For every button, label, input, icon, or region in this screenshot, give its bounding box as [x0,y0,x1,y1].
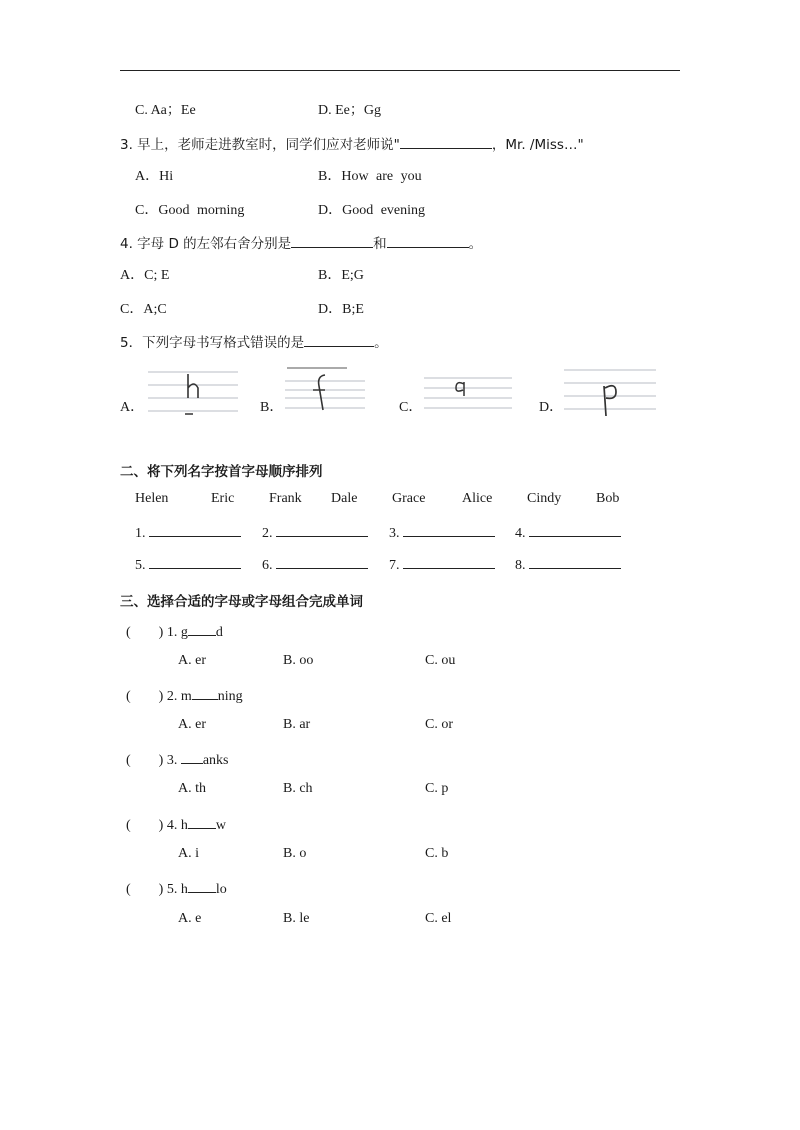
word-item-blank[interactable] [192,687,218,700]
order-slot-8 [515,556,621,574]
item-2-option-a[interactable]: A. er [178,717,206,732]
order-slot-blank[interactable] [529,524,621,537]
order-slot-blank[interactable] [276,524,368,537]
order-slot-4 [515,524,621,542]
word-item-1 [126,621,223,641]
word-item-5 [126,878,227,898]
order-slot-blank[interactable] [276,556,368,569]
q4-answer-blank-right[interactable] [387,235,469,248]
q3-option-d[interactable]: D．Good evening [318,203,426,218]
order-slot-number: 7. [389,558,400,573]
word-item-stem-start: 4. h [166,818,188,833]
answer-paren[interactable]: ( ) [126,689,164,704]
order-slot-number: 3. [389,526,400,541]
name-eric: Eric [211,491,235,506]
item-1-option-b[interactable]: B. oo [283,653,314,668]
q4-option-d[interactable]: D．B;E [318,302,364,317]
q5-option-d-label[interactable]: D． [539,400,564,415]
q5-option-b-image[interactable] [285,362,365,414]
q5-option-a-label[interactable]: A． [120,400,145,415]
item-1-option-a[interactable]: A. er [178,653,206,668]
q5-option-b-label[interactable]: B． [260,400,284,415]
word-item-stem-start: 5. h [166,882,188,897]
q3-stem-prefix: 3. 早上，老师走进教室时，同学们应对老师说" [120,137,400,153]
word-item-stem-start: 2. m [166,689,192,704]
order-slot-2 [262,524,368,542]
item-2-option-b[interactable]: B. ar [283,717,311,732]
order-slot-number: 2. [262,526,273,541]
item-1-option-c[interactable]: C. ou [425,653,456,668]
answer-paren[interactable]: ( ) [126,818,164,833]
word-item-stem-end: lo [215,882,227,897]
q3-answer-blank[interactable] [400,136,492,149]
name-grace: Grace [392,491,426,506]
q4-option-c[interactable]: C．A;C [120,302,167,317]
word-item-2 [126,685,243,705]
part2-heading: 二、将下列名字按首字母顺序排列 [120,464,323,480]
word-item-stem-start: 1. g [166,625,188,640]
order-slot-blank[interactable] [529,556,621,569]
q5-option-c-image[interactable] [424,374,512,414]
word-item-stem-end: ning [217,689,243,704]
q5-option-d-image[interactable] [564,364,656,422]
word-item-stem-end: w [215,818,226,833]
word-item-stem-start: 3. [166,753,181,768]
item-4-option-b[interactable]: B. o [283,846,307,861]
q4-option-b[interactable]: B．E;G [318,268,364,283]
name-alice: Alice [462,491,493,506]
q4-answer-blank-left[interactable] [291,235,373,248]
item-4-option-c[interactable]: C. b [425,846,449,861]
q5-stem-suffix: 。 [374,335,388,351]
item-3-option-a[interactable]: A. th [178,781,206,796]
order-slot-blank[interactable] [149,524,241,537]
q2-option-d[interactable]: D. Ee；Gg [318,103,381,118]
answer-paren[interactable]: ( ) [126,753,164,768]
name-helen: Helen [135,491,169,506]
part3-heading: 三、选择合适的字母或字母组合完成单词 [120,594,363,610]
order-slot-number: 1. [135,526,146,541]
word-item-stem-end: anks [202,753,229,768]
q3-option-a[interactable]: A．Hi [135,169,174,184]
word-item-blank[interactable] [181,751,203,764]
q3-stem-suffix: ，Mr. /Miss…" [491,137,584,153]
q4-option-a[interactable]: A．C; E [120,268,170,283]
q4-stem-prefix: 4. 字母 D 的左邻右舍分别是 [120,236,292,252]
word-item-blank[interactable] [188,880,216,893]
q5-option-a-image[interactable] [148,366,238,418]
q4-stem-mid: 和 [373,236,387,252]
word-item-4 [126,814,226,834]
order-slot-number: 5. [135,558,146,573]
answer-paren[interactable]: ( ) [126,882,164,897]
order-slot-3 [389,524,495,542]
item-5-option-c[interactable]: C. el [425,911,452,926]
order-slot-number: 8. [515,558,526,573]
q4-stem-suffix: 。 [468,236,483,252]
order-slot-6 [262,556,368,574]
order-slot-number: 6. [262,558,273,573]
word-item-blank[interactable] [188,623,216,636]
item-3-option-b[interactable]: B. ch [283,781,313,796]
item-4-option-a[interactable]: A. i [178,846,199,861]
word-item-blank[interactable] [188,816,216,829]
q5-stem [120,331,388,351]
q3-option-c[interactable]: C．Good morning [135,203,245,218]
item-3-option-c[interactable]: C. p [425,781,449,796]
name-cindy: Cindy [527,491,562,506]
item-5-option-b[interactable]: B. le [283,911,310,926]
word-item-stem-end: d [215,625,223,640]
order-slot-blank[interactable] [149,556,241,569]
order-slot-blank[interactable] [403,524,495,537]
header-rule [120,70,680,71]
name-dale: Dale [331,491,358,506]
item-2-option-c[interactable]: C. or [425,717,453,732]
item-5-option-a[interactable]: A. e [178,911,202,926]
word-item-3 [126,749,229,769]
order-slot-7 [389,556,495,574]
q5-option-c-label[interactable]: C． [399,400,423,415]
order-slot-5 [135,556,241,574]
q3-stem [120,133,584,153]
q2-option-c[interactable]: C. Aa；Ee [135,103,196,118]
q4-stem [120,232,482,252]
q5-answer-blank[interactable] [304,334,374,347]
order-slot-number: 4. [515,526,526,541]
answer-paren[interactable]: ( ) [126,625,164,640]
order-slot-1 [135,524,241,542]
name-frank: Frank [269,491,302,506]
name-bob: Bob [596,491,620,506]
q3-option-b[interactable]: B．How are you [318,169,422,184]
order-slot-blank[interactable] [403,556,495,569]
q5-stem-prefix: 5．下列字母书写格式错误的是 [120,335,305,351]
